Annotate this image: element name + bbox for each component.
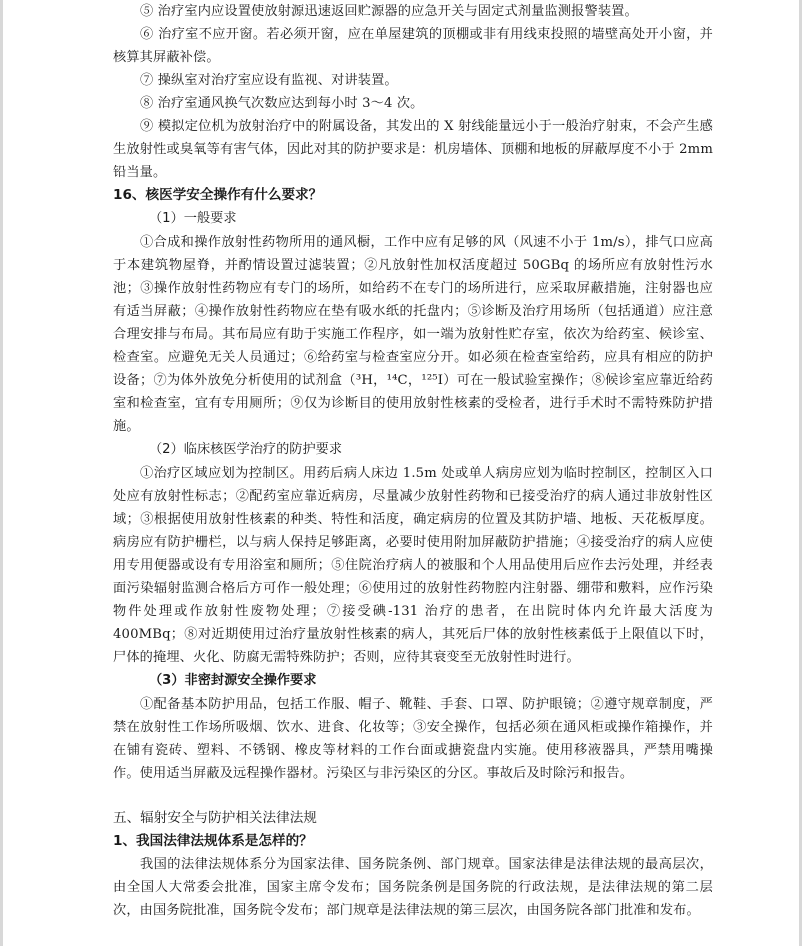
item-8: ⑧ 治疗室通风换气次数应达到每小时 3～4 次。 [140, 96, 424, 111]
unsealed-source-text: ①配备基本防护用品，包括工作服、帽子、靴鞋、手套、口罩、防护眼镜；②遵守规章制度，严禁在放射性工作场所吸烟、饮水、进食、化妆等；③安全操作，包括必须在通风柜或操作箱操作，并在铺有瓷砖、塑料、不锈钢、橡皮等材料的工作台面或搪瓷盘内实施。使用移液器具，严禁用嘴操作。使用适当屏蔽及远程操作器材。污染区与非污染区的分区。事故后及时除污和报告。 [113, 697, 713, 781]
clinical-requirements-heading: （2）临床核医学治疗的防护要求 [149, 442, 343, 457]
section-spacer [113, 785, 713, 807]
section-16-heading: 16、核医学安全操作有什么要求？ [113, 187, 323, 203]
item-7: ⑦ 操纵室对治疗室应设有监视、对讲装置。 [140, 73, 398, 88]
document-page [113, 0, 713, 922]
item-5: ⑤ 治疗室内应设置使放射源迅速返回贮源器的应急开关与固定式剂量监测报警装置。 [140, 4, 638, 19]
chapter-5-heading: 五、辐射安全与防护相关法律法规 [113, 810, 317, 826]
question-1-heading: 1、我国法律法规体系是怎样的？ [113, 833, 313, 849]
general-requirements-text: ①合成和操作放射性药物所用的通风橱，工作中应有足够的风（风速不小于 1m/s），排气口应高于本建筑物屋脊，并酌情设置过滤装置；②凡放射性加权活度超过 50GBq 的场所应有放射性污水池；③操作放射性药物应有专门的场所，如给药不在专门的场所进行，应采取屏蔽措施，注射器也应有适当屏蔽；④操作放射性药物应在垫有吸水纸的托盘内；⑤诊断及治疗用场所（包括通道）应注意合理安排与布局。其布局应有助于实施工作程序，如一端为放射性贮存室，依次为给药室、候诊室、检查室。应避免无关人员通过；⑥给药室与检查室应分开。如必须在检查室给药，应具有相应的防护设备；⑦为体外放免分析使用的试剂盒（³H，¹⁴C，¹²⁵I）可在一般试验室操作；⑧候诊室应靠近给药室和检查室，宜有专用厕所；⑨仅为诊断目的使用放射性核素的受检者，进行手术时不需特殊防护措施。 [113, 235, 713, 434]
question-1-text: 我国的法律法规体系分为国家法律、国务院条例、部门规章。国家法律是法律法规的最高层次，由全国人大常委会批准，国家主席令发布；国务院条例是国务院的行政法规，是法律法规的第二层次，由国务院批准，国务院令发布；部门规章是法律法规的第三层次，由国务院各部门批准和发布。 [113, 857, 713, 918]
item-9: ⑨ 模拟定位机为放射治疗中的附属设备，其发出的 X 射线能量远小于一般治疗射束，不会产生感生放射性或臭氧等有害气体，因此对其的防护要求是：机房墙体、顶棚和地板的屏蔽厚度不小于 2mm 铅当量。 [113, 119, 713, 180]
general-requirements-heading: （1）一般要求 [149, 211, 237, 226]
item-6: ⑥ 治疗室不应开窗。若必须开窗，应在单屋建筑的顶棚或非有用线束投照的墙壁高处开小窗，并核算其屏蔽补偿。 [113, 27, 713, 65]
page-left-edge [0, 0, 3, 946]
clinical-requirements-text: ①治疗区域应划为控制区。用药后病人床边 1.5m 处或单人病房应划为临时控制区，控制区入口处应有放射性标志；②配药室应靠近病房，尽量减少放射性药物和已接受治疗的病人通过非放射性区域；③根据使用放射性核素的种类、特性和活度，确定病房的位置及其防护墙、地板、天花板厚度。病房应有防护栅栏，以与病人保持足够距离，必要时使用附加屏蔽防护措施；④接受治疗的病人应使用专用便器或设有专用浴室和厕所；⑤住院治疗病人的被服和个人用品使用后应作去污处理，并经表面污染辐射监测合格后方可作一般处理；⑥使用过的放射性药物腔内注射器、绷带和敷料，应作污染物件处理或作放射性废物处理；⑦接受碘-131 治疗的患者，在出院时体内允许最大活度为 400MBq；⑧对近期使用过治疗量放射性核素的病人，其死后尸体的放射性核素低于上限值以下时，尸体的掩埋、火化、防腐无需特殊防护；否则，应待其衰变至无放射性时进行。 [113, 466, 713, 665]
unsealed-source-heading: （3）非密封源安全操作要求 [149, 673, 317, 688]
